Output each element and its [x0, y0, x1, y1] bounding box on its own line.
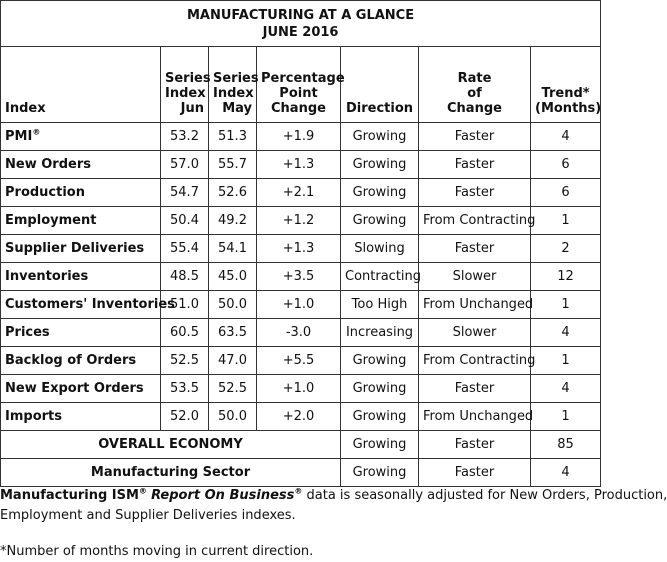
- footnote-asterisk: *Number of months moving in current direction.: [0, 544, 314, 559]
- series-index-jun: 55.4: [161, 235, 209, 263]
- registered-mark: ®: [32, 127, 41, 137]
- series-index-may: 45.0: [209, 263, 257, 291]
- index-label: Production: [5, 185, 85, 200]
- rate-of-change: Faster: [419, 123, 531, 151]
- trend-months: 1: [531, 207, 601, 235]
- percentage-point-change: +1.2: [257, 207, 341, 235]
- trend-months: 6: [531, 151, 601, 179]
- series-index-may: 52.6: [209, 179, 257, 207]
- title-line-2: JUNE 2016: [262, 24, 339, 40]
- index-label: Backlog of Orders: [5, 353, 137, 368]
- direction: Growing: [341, 123, 419, 151]
- rate-of-change: From Contracting: [419, 207, 531, 235]
- series-index-jun: 54.7: [161, 179, 209, 207]
- percentage-point-change: +1.0: [257, 375, 341, 403]
- index-label: Imports: [5, 409, 62, 424]
- percentage-point-change: +2.1: [257, 179, 341, 207]
- summary-trend: 4: [531, 459, 601, 487]
- index-name: [1, 235, 161, 263]
- header-index: Index: [1, 47, 161, 123]
- footnote-brand: Manufacturing ISM: [0, 488, 139, 503]
- direction: Increasing: [341, 319, 419, 347]
- index-name: [1, 263, 161, 291]
- footnote-text-1: data is seasonally adjusted for New Orders, Production,: [302, 488, 667, 503]
- rate-of-change: From Unchanged: [419, 291, 531, 319]
- trend-months: 1: [531, 347, 601, 375]
- summary-rate: Faster: [419, 431, 531, 459]
- direction: Growing: [341, 179, 419, 207]
- summary-label: OVERALL ECONOMY: [1, 431, 341, 459]
- percentage-point-change: +1.0: [257, 291, 341, 319]
- trend-months: 6: [531, 179, 601, 207]
- summary-direction: Growing: [341, 431, 419, 459]
- footnote-line-2: Employment and Supplier Deliveries indexes.: [0, 508, 296, 523]
- rate-of-change: Faster: [419, 151, 531, 179]
- index-label: Employment: [5, 213, 97, 228]
- index-name: [1, 151, 161, 179]
- series-index-may: 50.0: [209, 291, 257, 319]
- direction: Growing: [341, 207, 419, 235]
- series-index-may: 47.0: [209, 347, 257, 375]
- index-label: PMI: [5, 129, 33, 144]
- index-name: [1, 179, 161, 207]
- direction: Too High: [341, 291, 419, 319]
- series-index-may: 49.2: [209, 207, 257, 235]
- trend-months: 1: [531, 291, 601, 319]
- series-index-jun: 48.5: [161, 263, 209, 291]
- series-index-may: 54.1: [209, 235, 257, 263]
- index-label: New Orders: [5, 157, 91, 172]
- percentage-point-change: +3.5: [257, 263, 341, 291]
- index-name: [1, 375, 161, 403]
- percentage-point-change: +5.5: [257, 347, 341, 375]
- direction: Growing: [341, 375, 419, 403]
- percentage-point-change: +1.3: [257, 235, 341, 263]
- table-row: [1, 263, 601, 291]
- footnote-line-1: Manufacturing ISM® Report On Business® data is seasonally adjusted for New Orders, Production,: [0, 486, 667, 503]
- summary-row: [1, 459, 601, 487]
- trend-months: 4: [531, 123, 601, 151]
- series-index-jun: 52.0: [161, 403, 209, 431]
- trend-months: 4: [531, 319, 601, 347]
- header-direction: Direction: [341, 47, 419, 123]
- series-index-may: 52.5: [209, 375, 257, 403]
- table-row: [1, 375, 601, 403]
- summary-label: Manufacturing Sector: [1, 459, 341, 487]
- header-rate-of-change: Rate of Change: [419, 47, 531, 123]
- header-row: [1, 47, 601, 123]
- series-index-jun: 53.2: [161, 123, 209, 151]
- table-row: [1, 207, 601, 235]
- table-row: [1, 235, 601, 263]
- table-row: [1, 123, 601, 151]
- percentage-point-change: -3.0: [257, 319, 341, 347]
- direction: Growing: [341, 347, 419, 375]
- percentage-point-change: +2.0: [257, 403, 341, 431]
- rate-of-change: From Contracting: [419, 347, 531, 375]
- series-index-jun: 51.0: [161, 291, 209, 319]
- summary-row: [1, 431, 601, 459]
- series-index-may: 55.7: [209, 151, 257, 179]
- header-series-jun: Series Index Jun: [161, 47, 209, 123]
- trend-months: 4: [531, 375, 601, 403]
- trend-months: 1: [531, 403, 601, 431]
- summary-rate: Faster: [419, 459, 531, 487]
- direction: Contracting: [341, 263, 419, 291]
- table-row: [1, 291, 601, 319]
- rate-of-change: Faster: [419, 375, 531, 403]
- header-percentage-change: Percentage Point Change: [257, 47, 341, 123]
- index-label: New Export Orders: [5, 381, 144, 396]
- index-name: [1, 207, 161, 235]
- table-row: [1, 347, 601, 375]
- direction: Growing: [341, 403, 419, 431]
- trend-months: 2: [531, 235, 601, 263]
- percentage-point-change: +1.9: [257, 123, 341, 151]
- header-trend: Trend* (Months): [531, 47, 601, 123]
- title-line-1: MANUFACTURING AT A GLANCE: [186, 7, 415, 23]
- index-label: Supplier Deliveries: [5, 241, 145, 256]
- rate-of-change: Faster: [419, 235, 531, 263]
- table-row: [1, 403, 601, 431]
- index-label: Prices: [5, 325, 50, 340]
- header-series-may: Series Index May: [209, 47, 257, 123]
- rate-of-change: Slower: [419, 319, 531, 347]
- index-name: [1, 347, 161, 375]
- rate-of-change: From Unchanged: [419, 403, 531, 431]
- table-row: [1, 151, 601, 179]
- series-index-jun: 60.5: [161, 319, 209, 347]
- direction: Growing: [341, 151, 419, 179]
- series-index-may: 50.0: [209, 403, 257, 431]
- index-label: Inventories: [5, 269, 89, 284]
- footnote: [0, 486, 667, 562]
- index-name: [1, 319, 161, 347]
- table-row: [1, 179, 601, 207]
- series-index-may: 51.3: [209, 123, 257, 151]
- series-index-jun: 52.5: [161, 347, 209, 375]
- summary-direction: Growing: [341, 459, 419, 487]
- index-name: [1, 123, 161, 151]
- rate-of-change: Faster: [419, 179, 531, 207]
- summary-trend: 85: [531, 431, 601, 459]
- series-index-may: 63.5: [209, 319, 257, 347]
- index-name: [1, 403, 161, 431]
- index-name: [1, 291, 175, 319]
- footnote-report-title: Report On Business: [151, 488, 295, 503]
- table-title: [1, 1, 601, 47]
- rate-of-change: Slower: [419, 263, 531, 291]
- percentage-point-change: +1.3: [257, 151, 341, 179]
- trend-months: 12: [531, 263, 601, 291]
- index-label: Customers' Inventories: [5, 297, 175, 312]
- table-row: [1, 319, 601, 347]
- series-index-jun: 50.4: [161, 207, 209, 235]
- direction: Slowing: [341, 235, 419, 263]
- series-index-jun: 53.5: [161, 375, 209, 403]
- series-index-jun: 57.0: [161, 151, 209, 179]
